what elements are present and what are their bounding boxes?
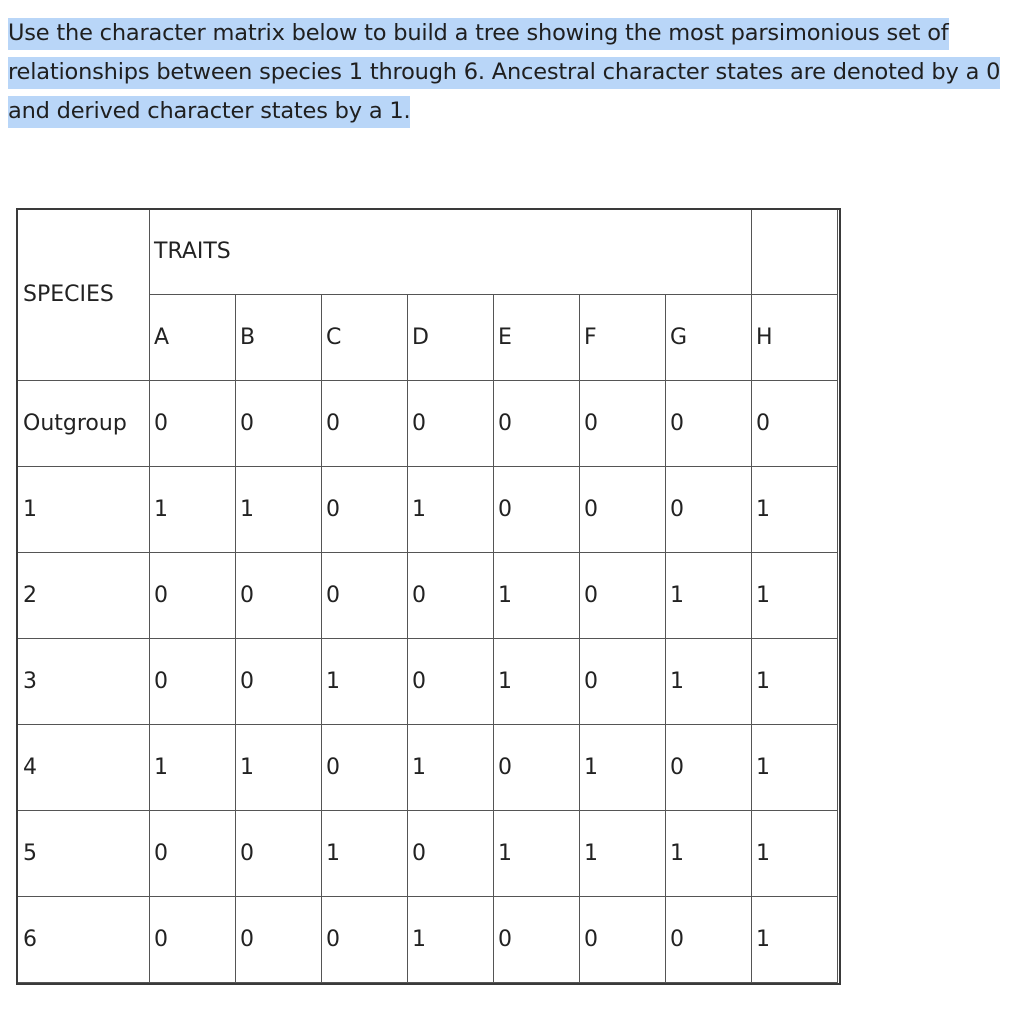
trait-value: 1 (752, 725, 838, 811)
trait-value: 0 (580, 381, 666, 467)
trait-value: 0 (322, 467, 408, 553)
species-label: 1 (17, 467, 150, 553)
trait-value: 0 (752, 381, 838, 467)
species-label: 4 (17, 725, 150, 811)
trait-label-c: C (322, 295, 408, 381)
trait-value: 0 (580, 467, 666, 553)
table-row (17, 381, 838, 467)
trait-value: 0 (408, 811, 494, 897)
trait-label-g: G (666, 295, 752, 381)
trait-value: 0 (322, 725, 408, 811)
question-line-3: and derived character states by a 1. (8, 92, 1018, 131)
trait-value: 0 (494, 467, 580, 553)
question-text (8, 14, 1018, 131)
trait-value: 1 (236, 725, 322, 811)
trait-value: 0 (236, 381, 322, 467)
trait-value: 1 (752, 639, 838, 725)
species-label: 3 (17, 639, 150, 725)
trait-value: 1 (322, 811, 408, 897)
trait-label-d: D (408, 295, 494, 381)
traits-header: TRAITS (150, 209, 752, 295)
trait-value: 1 (150, 725, 236, 811)
header-row-traits (17, 209, 838, 295)
trait-value: 0 (408, 639, 494, 725)
trait-label-h: H (752, 295, 838, 381)
trait-value: 0 (150, 897, 236, 983)
trait-value: 0 (322, 897, 408, 983)
trait-value: 0 (494, 725, 580, 811)
table-row (17, 897, 838, 983)
trait-label-a: A (150, 295, 236, 381)
trait-value: 1 (408, 467, 494, 553)
trait-label-e: E (494, 295, 580, 381)
species-label: 2 (17, 553, 150, 639)
trait-value: 0 (150, 381, 236, 467)
trait-value: 0 (580, 553, 666, 639)
trait-value: 0 (236, 553, 322, 639)
trait-value: 1 (236, 467, 322, 553)
trait-value: 1 (752, 467, 838, 553)
trait-value: 1 (580, 725, 666, 811)
table-row (17, 553, 838, 639)
trait-value: 0 (666, 725, 752, 811)
species-label: 6 (17, 897, 150, 983)
species-header: SPECIES (17, 209, 150, 381)
trait-value: 0 (322, 381, 408, 467)
trait-value: 0 (322, 553, 408, 639)
trait-value: 0 (150, 553, 236, 639)
trait-value: 0 (408, 553, 494, 639)
table-row (17, 811, 838, 897)
empty-header-cell (752, 209, 838, 295)
trait-value: 0 (580, 639, 666, 725)
trait-label-f: F (580, 295, 666, 381)
trait-value: 0 (494, 381, 580, 467)
trait-value: 0 (666, 897, 752, 983)
table-row (17, 467, 838, 553)
trait-value: 1 (408, 897, 494, 983)
trait-value: 1 (150, 467, 236, 553)
trait-value: 1 (752, 811, 838, 897)
question-line-1: Use the character matrix below to build a tree showing the most parsimonious set of (8, 14, 1018, 53)
trait-value: 1 (666, 639, 752, 725)
trait-value: 1 (752, 553, 838, 639)
trait-value: 1 (666, 553, 752, 639)
table-row (17, 639, 838, 725)
species-label: 5 (17, 811, 150, 897)
trait-value: 0 (666, 381, 752, 467)
trait-value: 0 (150, 639, 236, 725)
trait-value: 0 (494, 897, 580, 983)
trait-value: 0 (150, 811, 236, 897)
trait-value: 1 (494, 811, 580, 897)
trait-value: 1 (580, 811, 666, 897)
species-label: Outgroup (17, 381, 150, 467)
trait-value: 0 (236, 639, 322, 725)
trait-label-b: B (236, 295, 322, 381)
trait-value: 1 (752, 897, 838, 983)
trait-value: 1 (322, 639, 408, 725)
question-line-2: relationships between species 1 through 6. Ancestral character states are denoted by a 0 (8, 53, 1018, 92)
character-matrix-table (16, 208, 838, 983)
trait-value: 1 (494, 553, 580, 639)
trait-value: 1 (408, 725, 494, 811)
trait-value: 0 (408, 381, 494, 467)
trait-value: 1 (666, 811, 752, 897)
trait-value: 0 (236, 897, 322, 983)
trait-value: 0 (236, 811, 322, 897)
trait-value: 1 (494, 639, 580, 725)
trait-value: 0 (666, 467, 752, 553)
table-row (17, 725, 838, 811)
trait-value: 0 (580, 897, 666, 983)
